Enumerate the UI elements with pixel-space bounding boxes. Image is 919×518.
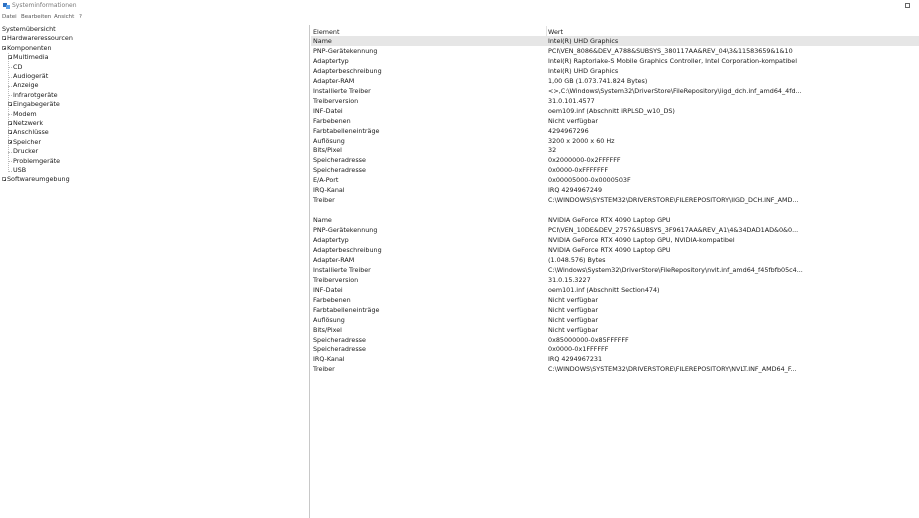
cell-value: 32: [548, 146, 557, 155]
cell-value: 31.0.101.4577: [548, 96, 595, 105]
tree-branch-line: [8, 152, 12, 153]
table-row[interactable]: [311, 145, 919, 155]
cell-value: NVIDIA GeForce RTX 4090 Laptop GPU: [548, 245, 671, 254]
cell-element: Speicheradresse: [313, 166, 366, 175]
table-row[interactable]: [311, 245, 919, 255]
cell-value: (1.048.576) Bytes: [548, 255, 606, 264]
cell-element: Adaptertyp: [313, 56, 349, 65]
menu-ansicht[interactable]: Ansicht: [54, 14, 75, 20]
table-row[interactable]: [311, 325, 919, 335]
cell-value: 1,00 GB (1.073.741.824 Bytes): [548, 76, 648, 85]
table-row[interactable]: [311, 335, 919, 345]
table-row[interactable]: [311, 295, 919, 305]
tree-item-label: Eingabegeräte: [13, 100, 60, 109]
cell-value: NVIDIA GeForce RTX 4090 Laptop GPU: [548, 216, 671, 225]
tree-item-label: USB: [13, 166, 27, 174]
cell-element: Farbtabelleneinträge: [313, 126, 380, 135]
cell-value: oem101.inf (Abschnitt Section474): [548, 285, 660, 294]
cell-value: oem109.inf (Abschnitt iRPLSD_w10_DS): [548, 106, 675, 115]
cell-value: Intel(R) Raptorlake-S Mobile Graphics Controller, Intel Corporation-kompatibel: [548, 56, 798, 65]
column-header-element[interactable]: Element: [313, 28, 340, 36]
list-header: [311, 26, 919, 36]
cell-element: Farbtabelleneinträge: [313, 305, 380, 314]
cell-element: Treiberversion: [313, 275, 359, 284]
column-separator[interactable]: [546, 26, 547, 36]
cell-element: Speicheradresse: [313, 156, 366, 165]
cell-value: C:\WINDOWS\SYSTEM32\DRIVERSTORE\FILEREPOSITORY\IIGD_DCH.INF_AMD...: [548, 196, 799, 205]
cell-value: IRQ 4294967231: [548, 355, 603, 364]
cell-element: INF-Datei: [313, 285, 343, 294]
cell-value: PCI\VEN_10DE&DEV_2757&SUBSYS_3F9617AA&REV_A1\4&34DAD1AD&0&0...: [548, 226, 799, 235]
cell-element: Treiberversion: [313, 96, 359, 105]
table-row[interactable]: [311, 106, 919, 116]
cell-value: C:\WINDOWS\SYSTEM32\DRIVERSTORE\FILEREPOSITORY\NVLT.INF_AMD64_F...: [548, 365, 797, 374]
cell-value: NVIDIA GeForce RTX 4090 Laptop GPU, NVIDIA-kompatibel: [548, 236, 735, 244]
table-row[interactable]: [311, 136, 919, 146]
cell-element: Bits/Pixel: [313, 325, 342, 334]
menu-datei[interactable]: Datei: [2, 14, 17, 20]
cell-value: 3200 x 2000 x 60 Hz: [548, 136, 615, 145]
table-row[interactable]: [311, 215, 919, 225]
cell-element: PNP-Gerätekennung: [313, 46, 378, 55]
tree-item-label: Speicher: [13, 137, 41, 146]
table-row[interactable]: [311, 96, 919, 106]
table-row[interactable]: [311, 185, 919, 195]
tree-item-label: Audiogerät: [13, 72, 49, 80]
category-tree: [0, 25, 308, 518]
table-row[interactable]: [311, 66, 919, 76]
cell-element: Speicheradresse: [313, 335, 366, 344]
tree-item-label: Systemübersicht: [2, 25, 56, 33]
table-row[interactable]: [311, 175, 919, 185]
cell-element: Adapter-RAM: [313, 76, 355, 85]
table-row[interactable]: [311, 36, 919, 46]
tree-branch-line: [8, 86, 12, 87]
system-info-app-icon: [3, 3, 10, 9]
tree-item-label: Multimedia: [13, 53, 49, 62]
table-row[interactable]: [311, 285, 919, 295]
cell-element: Farbebenen: [313, 116, 351, 125]
expand-icon[interactable]: [2, 36, 6, 40]
expand-icon[interactable]: [8, 102, 12, 106]
cell-element: Farbebenen: [313, 295, 351, 304]
cell-value: 31.0.15.3227: [548, 275, 591, 284]
tree-item-label: Komponenten: [7, 43, 52, 52]
tree-item-label: CD: [13, 62, 23, 71]
tree-item-label: Problemgeräte: [13, 156, 61, 165]
tree-item-label: Anzeige: [13, 81, 39, 90]
cell-value: 0x85000000-0x85FFFFFF: [548, 335, 629, 344]
cell-value: 0x00005000-0x0000503F: [548, 176, 631, 185]
table-row[interactable]: [311, 126, 919, 136]
maximize-icon[interactable]: [905, 3, 910, 8]
tree-item-label: Drucker: [13, 147, 39, 156]
table-row[interactable]: [311, 255, 919, 265]
expand-icon[interactable]: [8, 130, 12, 134]
tree-branch-line: [8, 114, 12, 115]
table-row[interactable]: [311, 195, 919, 205]
cell-value: Nicht verfügbar: [548, 305, 598, 314]
tree-branch-line: [8, 95, 12, 96]
window-title: Systeminformationen: [12, 2, 77, 9]
cell-element: Adapterbeschreibung: [313, 66, 382, 75]
cell-element: Adaptertyp: [313, 236, 349, 244]
cell-value: Intel(R) UHD Graphics: [548, 37, 619, 45]
menu-bar: [0, 12, 919, 22]
cell-element: Treiber: [313, 196, 335, 205]
cell-element: Bits/Pixel: [313, 146, 342, 155]
table-row-blank[interactable]: [311, 205, 919, 215]
cell-element: Name: [313, 216, 332, 225]
cell-element: Auflösung: [313, 136, 345, 145]
table-row[interactable]: [311, 225, 919, 235]
table-row[interactable]: [311, 46, 919, 56]
cell-element: Adapterbeschreibung: [313, 245, 382, 254]
cell-element: Installierte Treiber: [313, 86, 371, 95]
table-row[interactable]: [311, 76, 919, 86]
cell-value: IRQ 4294967249: [548, 186, 603, 195]
cell-value: Nicht verfügbar: [548, 325, 598, 334]
cell-element: Name: [313, 37, 332, 45]
tree-branch-line: [8, 77, 12, 78]
tree-branch-line: [8, 67, 12, 68]
cell-value: <>,C:\Windows\System32\DriverStore\FileRepository\iigd_dch.inf_amd64_4fd...: [548, 86, 802, 95]
collapse-icon[interactable]: [2, 46, 6, 50]
expand-icon[interactable]: [2, 177, 6, 181]
cell-element: Auflösung: [313, 315, 345, 324]
cell-value: Nicht verfügbar: [548, 315, 598, 324]
cell-value: 0x0000-0x1FFFFFF: [548, 345, 609, 354]
cell-element: E/A-Port: [313, 176, 339, 185]
tree-branch-line: [8, 171, 12, 172]
table-row[interactable]: [311, 344, 919, 354]
table-row[interactable]: [311, 364, 919, 374]
cell-value: 4294967296: [548, 126, 589, 135]
tree-item-label: Hardwareressourcen: [7, 34, 73, 43]
cell-value: Nicht verfügbar: [548, 116, 598, 125]
title-bar: [0, 0, 919, 12]
cell-element: IRQ-Kanal: [313, 186, 345, 195]
pane-splitter[interactable]: [309, 25, 310, 518]
cell-value: 0x2000000-0x2FFFFFF: [548, 156, 621, 165]
menu-help[interactable]: ?: [79, 14, 82, 20]
expand-icon[interactable]: [8, 55, 12, 59]
table-row[interactable]: [311, 265, 919, 275]
table-row[interactable]: [311, 235, 919, 245]
cell-value: PCI\VEN_8086&DEV_A788&SUBSYS_380117AA&REV_04\3&11583659&1&10: [548, 46, 793, 55]
cell-value: 0x0000-0xFFFFFFF: [548, 166, 608, 175]
cell-element: PNP-Gerätekennung: [313, 226, 378, 235]
table-row[interactable]: [311, 86, 919, 96]
table-row[interactable]: [311, 116, 919, 126]
tree-item-label: Netzwerk: [13, 119, 44, 127]
cell-value: Intel(R) UHD Graphics: [548, 66, 619, 75]
tree-item-label: Softwareumgebung: [7, 175, 70, 184]
table-row[interactable]: [311, 165, 919, 175]
tree-item-label: Infrarotgeräte: [13, 90, 58, 99]
column-header-value[interactable]: Wert: [548, 28, 564, 36]
cell-value: Nicht verfügbar: [548, 295, 598, 304]
table-row[interactable]: [311, 305, 919, 315]
table-row[interactable]: [311, 354, 919, 364]
tree-branch-line: [8, 161, 12, 162]
cell-element: IRQ-Kanal: [313, 355, 345, 364]
table-row[interactable]: [311, 275, 919, 285]
expand-icon[interactable]: [8, 121, 12, 125]
cell-element: Treiber: [313, 365, 335, 374]
cell-element: Speicheradresse: [313, 345, 366, 354]
cell-value: C:\Windows\System32\DriverStore\FileRepository\nvlt.inf_amd64_f45fbfb05c4...: [548, 265, 803, 274]
expand-icon[interactable]: [8, 140, 12, 144]
table-row[interactable]: [311, 315, 919, 325]
cell-element: INF-Datei: [313, 106, 343, 115]
cell-element: Adapter-RAM: [313, 255, 355, 264]
cell-element: Installierte Treiber: [313, 265, 371, 274]
tree-item-label: Anschlüsse: [13, 128, 49, 137]
table-row[interactable]: [311, 155, 919, 165]
table-row[interactable]: [311, 56, 919, 66]
menu-bearbeiten[interactable]: Bearbeiten: [21, 14, 52, 20]
details-list: [311, 25, 919, 518]
tree-item-label: Modem: [13, 109, 37, 118]
